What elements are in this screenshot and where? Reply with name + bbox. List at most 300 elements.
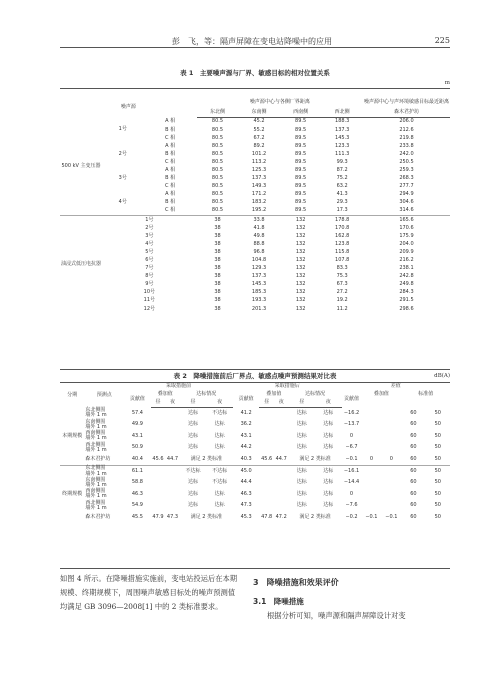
diff-contrib: −0.1 [345,455,358,462]
cell: 80.5 [211,142,224,149]
table2-caption: 表 2 降噪措施前后厂界点、敏感点噪声预测结果对比表 [173,372,337,380]
before-contrib: 50.9 [131,444,143,451]
before-day [151,431,166,442]
point-line: 森木君护坊 [85,513,111,520]
cell: 55.2 [253,126,265,133]
phase-label: B 相 [165,150,176,157]
table1-bottom-rule [60,369,450,370]
before-status-night: 达标 [214,502,225,509]
before-status-night: 达标 [214,421,225,428]
table1-caption: 表 1 主要噪声源与厂界、敏感目标的相对位置关系 [180,69,330,77]
diff-night [381,489,401,500]
after-night [274,408,289,420]
cell: 132 [295,232,306,239]
cell: 123.3 [335,142,350,149]
cell: 29.3 [336,199,348,206]
cell: 132 [280,216,322,225]
cell: 45.2 [253,118,265,125]
cell: 38 [214,240,221,247]
cell: 38 [214,232,221,239]
reactor-label: 9号 [145,281,154,288]
standard-day: 60 [410,432,417,439]
after-night [274,431,289,442]
after-status-night: 达标 [323,421,334,428]
subheader-3: 西北侧 [321,109,363,118]
transformer-label: 1号 [118,126,127,133]
diff-day [361,500,381,511]
cell: 104.8 [251,257,267,264]
cell: 206.0 [399,118,414,125]
diff-contrib: −14.4 [343,479,360,486]
before-status-night: 不达标 [212,410,228,417]
section-3-heading: 3 降噪措施和效果评价 [253,578,339,587]
after-day [259,431,274,442]
after-status-night: 达标 [323,479,334,486]
before-contrib: 46.3 [131,490,143,497]
table1-unit: m [444,80,450,86]
after-night [274,419,289,430]
point-line: 墙外 1 m [85,446,107,453]
phase-label: A 相 [165,191,176,198]
after-status-day: 达标 [296,410,307,417]
table2 [60,383,450,523]
after-status-day: 达标 [296,502,307,509]
after-status-day: 达标 [296,444,307,451]
cell: 38 [197,216,239,225]
h-superpose: 叠加值 [266,391,282,398]
standard-night: 50 [434,455,441,462]
point-line: 墙外 1 m [85,470,107,477]
h-status: 达标情况 [305,391,326,398]
h-night: 夜 [206,399,233,408]
table2-header-row-1 [60,383,450,391]
cell: 80.5 [211,158,224,165]
diff-contrib: 0 [349,490,354,497]
diff-contrib: −6.7 [345,444,358,451]
cell: 89.5 [295,134,307,141]
cell: 129.3 [251,265,267,272]
cell: 80.5 [211,134,224,141]
h-diff: 差值 [390,383,401,390]
after-day [259,408,274,420]
after-contrib: 44.2 [240,444,252,451]
after-day [259,465,274,477]
after-status-day: 达标 [296,490,307,497]
cell: 171.2 [251,191,267,198]
standard-day: 60 [410,490,417,497]
before-status-day: 不达标 [180,465,207,477]
before-status-day: 达标 [188,432,199,439]
table2-row [60,512,450,523]
reactor-label: 2号 [145,224,154,231]
after-contrib: 36.2 [240,421,252,428]
point-line: 东北侧围 [85,407,106,414]
cell: 38 [214,289,221,296]
before-contrib: 43.1 [131,432,143,439]
after-status-night: 达标 [323,432,334,439]
cell: 89.5 [295,207,307,214]
cell: 89.5 [295,118,307,125]
table2-row [60,500,450,511]
cell: 195.2 [251,207,267,214]
standard-night: 50 [434,513,441,520]
h-night: 夜 [315,399,342,408]
table2-unit: dB(A) [434,373,450,379]
before-night: 47.3 [166,513,179,520]
standard-night: 50 [434,432,441,439]
cell: 175.9 [399,232,414,239]
col-group1-header: 噪声源中心与各侧厂界距离 [249,99,310,106]
point-line: 墙外 1 m [85,435,107,442]
cell: 87.2 [336,166,348,173]
before-day [151,489,166,500]
standard-night: 50 [434,479,441,486]
before-night [165,465,180,477]
diff-day [361,442,381,453]
before-night [165,500,180,511]
running-title: 彭 飞，等：隔声屏障在变电站降噪中的应用 [172,37,332,46]
point-line: 森木君护坊 [85,455,111,462]
before-contrib: 54.9 [131,502,143,509]
transformer-label: 4号 [118,199,127,206]
standard-day: 60 [410,502,417,509]
table2-row [60,477,450,488]
table2-row [60,419,450,430]
cell: 83.3 [336,265,348,272]
cell: 88.8 [253,240,265,247]
diff-night [381,419,401,430]
h-day: 昼 [288,399,315,408]
cell: 233.8 [399,142,414,149]
cell: 183.2 [251,199,267,206]
before-status-night: 达标 [214,432,225,439]
before-day [151,500,166,511]
point-label [84,442,124,453]
before-contrib: 57.4 [131,409,143,416]
cell: 96.8 [253,248,265,255]
diff-night: 0 [389,455,393,462]
page-number: 225 [434,36,450,45]
cell: 132 [295,289,306,296]
phase-label: B 相 [165,199,176,206]
before-status-night: 达标 [214,490,225,497]
cell: 238.1 [399,265,414,272]
standard-day: 60 [410,455,417,462]
diff-night [381,477,401,488]
subheader-2: 西南侧 [280,109,322,118]
cell: 107.8 [335,257,350,264]
after-contrib: 40.3 [240,455,252,462]
cell: 132 [295,305,306,312]
subheader-4: 森木君护坊 [363,109,450,118]
before-status-day: 达标 [188,490,199,497]
point-line: 东南侧围 [85,476,106,483]
table2-row [60,489,450,500]
before-night [165,489,180,500]
after-night [274,477,289,488]
before-night [165,419,180,430]
h-day: 昼 [180,399,207,408]
before-status-night: 不达标 [206,465,233,477]
cell: 185.3 [251,289,267,296]
cell: 67.3 [336,281,348,288]
h-status: 达标情况 [196,391,217,398]
after-day: 47.8 [261,513,273,520]
cell: 216.2 [399,257,414,264]
reactor-label: 4号 [145,240,154,247]
cell: 259.3 [399,166,414,173]
table1-row [60,257,450,265]
cell: 250.5 [399,158,414,165]
cell: 304.6 [399,199,414,206]
cell: 132 [295,257,306,264]
cell: 165.6 [363,216,450,225]
after-status-day: 达标 [296,479,307,486]
cell: 201.3 [251,305,267,312]
point-label [84,408,124,420]
cell: 162.8 [335,232,350,239]
body-paragraph-left: 如图 4 所示。在降噪措施实施前，变电站投运后在本期规模、终期规模下，周围噪声敏感目标处的噪声预测值均满足 GB 3096—2008[1] 中的 2 类标准要求。 [60,574,238,611]
h-night: 夜 [274,399,289,408]
point-label [84,489,124,500]
before-night: 44.7 [166,455,179,462]
before-day: 47.9 [152,513,164,520]
cell: 89.5 [295,199,307,206]
point-label [84,500,124,511]
table1-row [60,216,450,225]
cell: 132 [295,281,306,288]
table2-row [60,408,450,420]
cell: 89.5 [295,126,307,133]
cell: 204.0 [399,240,414,247]
col-source-header: 噪声源 [120,103,136,110]
after-contrib: 47.3 [240,502,252,509]
phase-label: A 相 [165,118,176,125]
after-contrib: 41.2 [240,409,252,416]
point-line: 西北侧围 [85,441,106,448]
cell: 277.7 [399,183,414,190]
h-day: 昼 [151,399,166,408]
standard-day: 60 [401,465,425,477]
after-status-day: 达标 [288,465,315,477]
cell: 49.8 [253,232,265,239]
reactor-label: 11号 [143,297,156,304]
h-after: 采取措施后 [274,383,300,390]
before-status: 满足 2 类标准 [190,455,222,462]
reactor-label: 8号 [145,273,154,280]
cell: 298.6 [399,305,414,312]
diff-contrib: −13.7 [343,421,360,428]
diff-contrib: −7.6 [345,502,358,509]
standard-day: 60 [410,513,417,520]
section-3-1-heading: 3.1 降噪措施 [253,597,304,606]
table1-row [60,118,450,127]
after-status-night: 达标 [323,502,334,509]
reactor-label: 5号 [145,248,154,255]
cell: 115.8 [335,248,350,255]
table2-row [60,465,450,477]
point-label [84,465,124,477]
diff-night [381,465,401,477]
phase-label: A 相 [165,166,176,173]
cell: 101.2 [251,150,267,157]
table1-row [60,265,450,273]
cell: 145.3 [335,134,350,141]
period-label: 本期规模 [62,432,83,439]
standard-night: 50 [426,465,450,477]
table1-row [60,273,450,281]
cell: 178.8 [321,216,363,225]
cell: 38 [214,273,221,280]
point-label [84,512,124,523]
cell: 38 [214,305,221,312]
table2-row [60,454,450,466]
h-class: 分期 [67,391,78,398]
cell: 80.5 [211,191,224,198]
after-status-night: 达标 [323,490,334,497]
h-superpose: 叠加值 [157,391,173,398]
point-label [84,431,124,442]
after-status: 满足 2 类标准 [299,513,331,520]
cell: 132 [295,240,306,247]
before-day: 45.6 [152,455,164,462]
cell: 137.3 [251,175,267,182]
cell: 38 [214,248,221,255]
h-standard: 标准值 [418,391,434,398]
diff-night [381,431,401,442]
table2-bottom-rule [60,568,450,569]
after-status-day: 达标 [296,421,307,428]
phase-label: C 相 [165,158,176,165]
cell: 268.3 [399,175,414,182]
cell: 132 [295,297,306,304]
phase-label: C 相 [165,134,176,141]
before-contrib: 58.8 [131,479,143,486]
cell: 89.5 [295,183,307,190]
cell: 41.8 [253,224,265,231]
cell: 80.5 [211,199,224,206]
category-reactor: 油浸式低压电抗器 [60,216,102,314]
cell: 137.3 [251,273,267,280]
table1-row [60,305,450,313]
before-night [165,431,180,442]
diff-day: 0 [369,455,374,462]
cell: 314.6 [399,207,414,214]
cell: 11.2 [336,305,348,312]
table1-row [60,297,450,305]
phase-label: B 相 [165,126,176,133]
table2-row [60,442,450,453]
cell: 38 [214,224,221,231]
point-line: 西南侧围 [85,430,106,437]
period-label: 终期规模 [60,465,84,522]
cell: 38 [214,281,221,288]
body-paragraph-right: 根据分析可知，噪声源和隔声屏障设计对变 [267,611,406,620]
before-night [165,408,180,420]
phase-label: B 相 [165,175,176,182]
before-day [151,442,166,453]
cell: 89.2 [253,142,265,149]
before-status: 满足 2 类标准 [190,513,222,520]
table1-row [60,289,450,297]
reactor-label: 6号 [145,257,154,264]
point-line: 墙外 1 m [85,493,107,500]
reactor-label: 1号 [102,216,197,225]
transformer-label: 3号 [118,175,127,182]
cell: 67.2 [253,134,265,141]
table1 [60,97,450,313]
cell: 80.5 [211,175,224,182]
cell: 89.5 [295,191,307,198]
cell: 193.3 [251,297,267,304]
before-status-night: 不达标 [212,479,228,486]
point-line: 西南侧围 [85,488,106,495]
after-night [274,500,289,511]
diff-day [361,408,381,420]
diff-night [381,500,401,511]
before-contrib: 45.5 [131,513,143,520]
after-day [259,419,274,430]
cell: 89.5 [295,150,307,157]
cell: 170.8 [335,224,350,231]
table1-row [60,240,450,248]
before-status-day: 达标 [188,444,199,451]
after-contrib: 46.3 [240,490,252,497]
cell: 75.3 [336,273,348,280]
cell: 80.5 [211,150,224,157]
after-contrib: 45.0 [233,465,260,477]
category-transformer: 500 kV 主变压器 [61,162,101,169]
diff-night [381,408,401,420]
standard-day: 60 [410,409,417,416]
diff-contrib: −16.1 [342,465,362,477]
before-day [151,465,166,477]
h-night: 夜 [165,399,180,408]
cell: 242.8 [399,273,414,280]
phase-label: C 相 [165,183,176,190]
cell: 294.9 [399,191,414,198]
before-status-day: 达标 [188,410,199,417]
h-contrib: 贡献值 [238,395,254,402]
cell: 188.3 [335,118,350,125]
after-day [259,442,274,453]
standard-day: 60 [410,444,417,451]
cell: 27.2 [336,289,348,296]
col-group2-header: 噪声源中心与声环境敏感目标最近距离 [363,99,449,106]
h-day: 昼 [259,399,274,408]
before-contrib: 49.9 [131,421,143,428]
phase-label: C 相 [165,207,176,214]
reactor-label: 7号 [145,265,154,272]
diff-day [361,419,381,430]
cell: 80.5 [211,207,224,214]
cell: 284.3 [399,289,414,296]
cell: 63.2 [336,183,348,190]
cell: 291.5 [399,297,414,304]
diff-contrib: 0 [349,432,354,439]
subheader-0: 东北侧 [197,109,239,118]
cell: 132 [295,224,306,231]
after-status: 满足 2 类标准 [299,455,331,462]
cell: 38 [214,297,221,304]
h-contrib: 贡献值 [344,395,360,402]
standard-night: 50 [434,502,441,509]
reactor-label: 10号 [143,289,156,296]
after-night: 47.2 [275,513,287,520]
standard-night: 50 [434,409,441,416]
diff-night: −0.1 [385,513,398,520]
table1-row [60,191,450,199]
